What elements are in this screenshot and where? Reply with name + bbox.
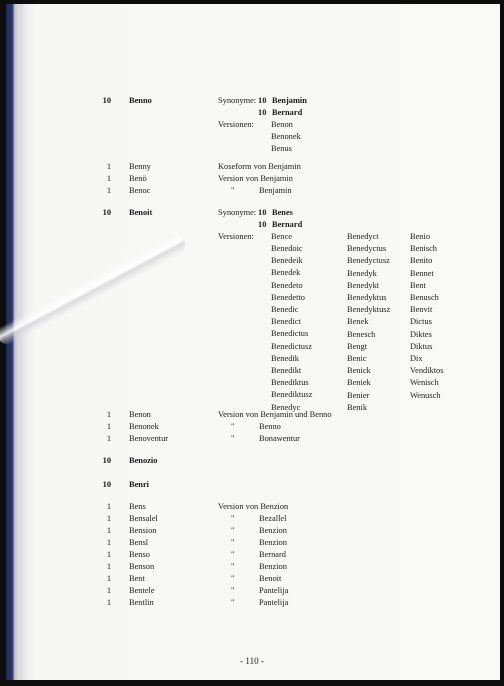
version-col1-item: Benediktus [271,378,309,388]
entry-name: Bent [129,574,145,583]
version-col3-item: Dix [410,354,423,363]
entry-number: 1 [106,586,111,595]
entry-name: Bens [129,502,146,511]
entry-note-value: Benes [272,208,293,217]
entry-note-number: " [231,186,235,195]
entry-note-value: Bernard [272,108,303,117]
entry-note-number: " [231,526,235,535]
version-col3-item: Vendiktos [410,366,444,376]
entry-note-value: Benno [259,422,281,431]
entry-note-value: Bezallel [259,514,287,523]
version-col3-item: Dictus [410,317,432,327]
version-col2-item: Benik [347,402,368,412]
entry-name: Bensl [129,538,149,547]
entry-number: 10 [102,456,111,465]
version-col3-item: Bennet [410,268,434,278]
version-col3-item: Benvit [410,305,433,315]
entry-name: Benon [129,410,151,419]
version-col3-item: Wenisch [410,378,439,388]
entry-note-label: Koseform von Benjamin [218,162,301,171]
entry-name: Benoit [129,208,153,217]
entry-note-value: Benus [271,144,292,153]
entry-note-value: Benjamin [259,186,292,195]
entry-note-number: 10 [258,208,267,217]
version-col2-item: Benick [347,366,371,376]
entry-name: Bentlin [129,598,154,607]
entry-note-value: Bernard [259,550,286,559]
version-col3-item: Diktes [410,329,432,339]
entry-name: Benny [129,162,151,171]
entry-note-label: Versionen: [218,232,254,241]
entry-note-label: Version von Benzion [218,502,289,511]
entry-number: 1 [106,538,111,547]
entry-number: 1 [106,162,111,171]
entry-number: 1 [106,598,111,607]
entry-note-number: 10 [258,220,267,229]
version-col1-item: Benedictusz [271,341,312,351]
entry-note-number: 10 [258,108,267,117]
page-number: - 110 - [240,656,264,666]
entry-note-number: " [231,586,235,595]
version-col3-item: Wenusch [410,390,441,400]
entry-number: 1 [106,550,111,559]
entry-note-number: " [231,422,235,431]
version-col2-item: Benedyk [347,268,377,278]
version-col1-item: Benedyc [271,402,301,412]
version-col1-item: Benedetto [271,292,305,302]
entry-note-label: Version von Benjamin [218,174,293,183]
entry-number: 1 [106,422,111,431]
version-col2-item: Bengt [347,341,368,351]
entry-name: Benozio [129,456,158,465]
version-col1-item: Benedict [271,317,301,327]
version-col3-item: Benito [410,256,433,266]
entry-note-value: Benzion [259,562,287,571]
version-col3-item: Benisch [410,244,437,254]
entry-number: 1 [106,186,111,195]
version-col2-item: Beniek [347,378,371,388]
entry-note-value: Pantelija [259,598,289,607]
entry-number: 1 [106,526,111,535]
version-col3-item: Benusch [410,293,439,302]
version-col1-item: Benedek [271,268,301,278]
entry-note-value: Pantelija [259,586,289,595]
entry-note-value: Benzion [259,538,287,547]
entry-name: Benso [129,550,150,559]
entry-note-label: Synonyme: [218,208,257,217]
entry-note-value: Benjamin [272,96,307,105]
entry-note-label: Synonyme: [218,96,257,105]
entry-note-number: " [231,562,235,571]
entry-note-value: Benzion [259,526,287,535]
entry-number: 1 [106,562,111,571]
version-col3-item: Diktus [410,341,433,351]
version-col2-item: Benedyktus [347,293,387,302]
version-col2-item: Benedykt [347,280,380,290]
entry-note-number: " [231,538,235,547]
entry-name: Benö [129,174,147,183]
version-col2-item: Benedyct [347,232,379,241]
entry-number: 10 [102,480,111,489]
version-col2-item: Benek [347,317,369,327]
entry-note-value: Benon [271,120,293,129]
version-col2-item: Benesch [347,329,376,339]
entry-number: 1 [106,434,111,443]
entry-note-label: Version von Benjamin und Benno [218,410,332,419]
version-col2-item: Benedyctusz [347,256,390,266]
entry-name: Benonek [129,422,159,431]
entry-note-number: " [231,598,235,607]
version-col1-item: Benedik [271,353,299,363]
version-col1-item: Benedeik [271,256,303,266]
entry-note-label: Versionen: [218,120,254,129]
entry-number: 10 [102,208,111,217]
entry-note-value: Benonek [271,132,301,141]
entry-number: 10 [102,96,111,105]
entry-note-value: Bence [271,232,292,241]
version-col2-item: Benedyctus [347,244,387,254]
entry-number: 1 [106,574,111,583]
entry-name: Benno [129,96,152,105]
entry-note-number: " [231,574,235,583]
entry-name: Bentele [129,586,155,595]
version-col1-item: Benediktusz [271,390,313,400]
version-col1-item: Benedoic [271,244,303,253]
entry-note-value: Bernard [272,220,303,229]
entry-note-value: Bonawentur [259,434,300,443]
entry-name: Bension [129,526,157,535]
version-col1-item: Benedeto [271,280,303,290]
entry-number: 1 [106,174,111,183]
version-col2-item: Benic [347,354,367,363]
entry-note-number: " [231,434,235,443]
version-col2-item: Benedyktusz [347,305,391,315]
entry-name: Bensalel [129,514,158,523]
version-col1-item: Benedic [271,305,299,314]
entry-number: 1 [106,514,111,523]
entry-number: 1 [106,502,111,511]
version-col1-item: Benedictus [271,329,309,339]
entry-name: Benson [129,562,155,571]
entry-note-value: Benoit [259,574,282,583]
entry-name: Benoc [129,186,151,195]
entry-name: Benoventur [129,434,169,443]
version-col3-item: Bent [410,280,426,290]
version-col1-item: Benedikt [271,366,302,375]
entry-note-number: " [231,514,235,523]
entry-number: 1 [106,410,111,419]
entry-name: Benri [129,480,150,489]
version-col3-item: Benio [410,232,431,241]
entry-note-number: 10 [258,96,267,105]
entry-note-number: " [231,550,235,559]
version-col2-item: Benier [347,390,370,400]
